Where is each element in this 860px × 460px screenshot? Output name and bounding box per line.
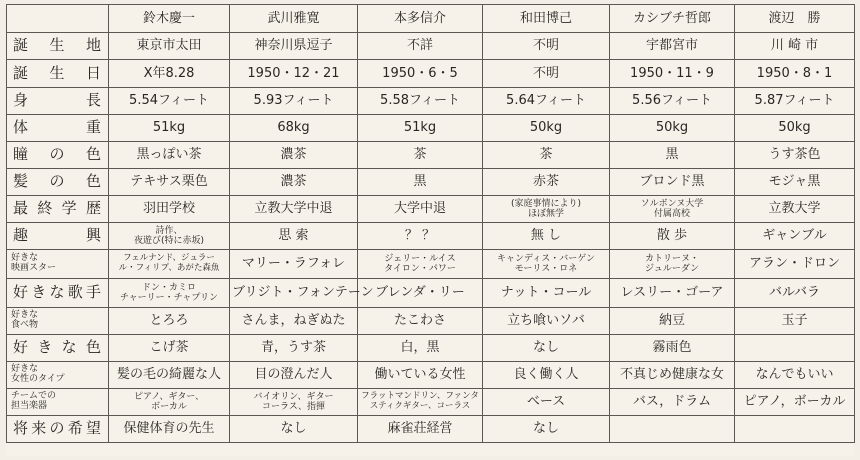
table-cell: 5.56フィート — [610, 88, 735, 115]
table-cell: 東京市太田 — [109, 33, 230, 60]
table-cell: 5.64フィート — [483, 88, 610, 115]
table-cell: 黒 — [358, 169, 483, 196]
table-cell: 大学中退 — [358, 196, 483, 223]
table-cell — [610, 196, 735, 223]
table-cell: 麻雀荘経営 — [358, 416, 483, 443]
table-cell: 赤茶 — [483, 169, 610, 196]
table-cell: 髪の毛の綺麗な人 — [109, 362, 230, 389]
cell-text: ピアノ、ギター、 ボーカル — [133, 391, 205, 412]
table-cell: とろろ — [109, 308, 230, 335]
table-cell — [735, 335, 855, 362]
table-row — [7, 33, 855, 60]
table-cell: テキサス栗色 — [109, 169, 230, 196]
member-name: 本多信介 — [358, 5, 483, 33]
table-row — [7, 115, 855, 142]
row-label: 誕生日 — [7, 60, 109, 88]
row-label: 瞳の色 — [7, 142, 109, 169]
table-cell: 保健体育の先生 — [109, 416, 230, 443]
table-cell: バルバラ — [735, 279, 855, 308]
table-cell: X年8.28 — [109, 60, 230, 88]
table-cell: アラン・ドロン — [735, 250, 855, 279]
table-cell: ベース — [483, 389, 610, 416]
table-cell: 5.58フィート — [358, 88, 483, 115]
cell-text: ジェリー・ルイス タイロン・パワー — [384, 253, 456, 274]
table-row — [7, 169, 855, 196]
cell-text: 詩作、 夜遊び(特に赤坂) — [133, 225, 205, 246]
table-cell — [230, 389, 358, 416]
table-cell: 立教大学 — [735, 196, 855, 223]
table-cell — [483, 250, 610, 279]
table-cell: 50kg — [483, 115, 610, 142]
row-label: 身長 — [7, 88, 109, 115]
table-cell: 思 索 — [230, 223, 358, 250]
table-cell: 目の澄んだ人 — [230, 362, 358, 389]
table-row — [7, 142, 855, 169]
table-cell: 1950・11・9 — [610, 60, 735, 88]
table-cell: 白，黒 — [358, 335, 483, 362]
table-cell: 5.54フィート — [109, 88, 230, 115]
table-row — [7, 250, 855, 279]
table-cell: バス，ドラム — [610, 389, 735, 416]
table-cell: なんでもいい — [735, 362, 855, 389]
table-cell: 5.87フィート — [735, 88, 855, 115]
member-name: 和田博己 — [483, 5, 610, 33]
member-name: 鈴木慶一 — [109, 5, 230, 33]
table-cell: ？ ？ — [358, 223, 483, 250]
profile-sheet — [6, 4, 854, 456]
row-label: 好きな 映画スター — [7, 250, 109, 279]
table-cell: 1950・6・5 — [358, 60, 483, 88]
table-row — [7, 362, 855, 389]
table-cell — [109, 223, 230, 250]
table-cell: なし — [483, 335, 610, 362]
table-cell — [109, 250, 230, 279]
cell-text: フェルナンド、ジュラー ル・フィリプ、あがた森魚 — [118, 253, 220, 273]
table-cell: 茶 — [483, 142, 610, 169]
table-cell — [483, 196, 610, 223]
table-cell — [735, 416, 855, 443]
table-cell: なし — [483, 416, 610, 443]
member-name: カシブチ哲郎 — [610, 5, 735, 33]
corner-cell — [7, 5, 109, 33]
row-label: 好きな歌手 — [7, 279, 109, 308]
table-cell — [109, 389, 230, 416]
cell-text: ソルボンヌ大学 付属高校 — [640, 198, 704, 219]
table-cell: 霧雨色 — [610, 335, 735, 362]
table-cell: モジャ黒 — [735, 169, 855, 196]
member-name: 渡辺 勝 — [735, 5, 855, 33]
table-cell: 川 崎 市 — [735, 33, 855, 60]
table-cell: うす茶色 — [735, 142, 855, 169]
table-cell: 良く働く人 — [483, 362, 610, 389]
table-cell: 青，うす茶 — [230, 335, 358, 362]
table-cell: 神奈川県逗子 — [230, 33, 358, 60]
table-cell: 羽田学校 — [109, 196, 230, 223]
table-row — [7, 416, 855, 443]
table-cell: 立教大学中退 — [230, 196, 358, 223]
row-label: 将来の希望 — [7, 416, 109, 443]
table-row — [7, 279, 855, 308]
table-cell: たこわさ — [358, 308, 483, 335]
table-cell: 1950・12・21 — [230, 60, 358, 88]
table-cell: ブレンダ・リー — [358, 279, 483, 308]
table-cell: 濃茶 — [230, 169, 358, 196]
table-cell — [358, 389, 483, 416]
table-cell: 68kg — [230, 115, 358, 142]
table-cell: 濃茶 — [230, 142, 358, 169]
row-label: 趣興 — [7, 223, 109, 250]
table-cell: 茶 — [358, 142, 483, 169]
table-cell: 不詳 — [358, 33, 483, 60]
row-label: 好きな 女性のタイプ — [7, 362, 109, 389]
table-cell: 無 し — [483, 223, 610, 250]
table-cell: 玉子 — [735, 308, 855, 335]
table-cell: 黒 — [610, 142, 735, 169]
table-cell: 不明 — [483, 60, 610, 88]
table-row — [7, 335, 855, 362]
table-cell: 不真じめ健康な女 — [610, 362, 735, 389]
cell-text: カトリーヌ・ ジュルーダン — [644, 253, 699, 274]
table-cell: 働いている女性 — [358, 362, 483, 389]
cell-text: ドン・カミロ チャーリー・チャプリン — [119, 282, 219, 303]
table-cell: 50kg — [735, 115, 855, 142]
table-cell: ナット・コール — [483, 279, 610, 308]
table-row — [7, 88, 855, 115]
table-cell: 1950・8・1 — [735, 60, 855, 88]
row-label: 体重 — [7, 115, 109, 142]
table-cell: 5.93フィート — [230, 88, 358, 115]
cell-text: フラットマンドリン、ファンタ スティクギター、コーラス — [361, 391, 479, 411]
table-cell: 50kg — [610, 115, 735, 142]
row-label: 好きな 食べ物 — [7, 308, 109, 335]
header-row — [7, 5, 855, 33]
table-cell — [610, 250, 735, 279]
table-row — [7, 308, 855, 335]
table-cell: ギャンブル — [735, 223, 855, 250]
table-cell: ピアノ，ボーカル — [735, 389, 855, 416]
table-cell: さんま，ねぎぬた — [230, 308, 358, 335]
table-cell: 散 歩 — [610, 223, 735, 250]
cell-text: キャンディス・バーゲン モーリス・ロネ — [496, 253, 596, 274]
table-cell: 51kg — [358, 115, 483, 142]
table-cell: 立ち喰いソバ — [483, 308, 610, 335]
table-cell: なし — [230, 416, 358, 443]
table-cell: 51kg — [109, 115, 230, 142]
table-cell: 納豆 — [610, 308, 735, 335]
row-label: チームでの 担当楽器 — [7, 389, 109, 416]
member-name: 武川雅寛 — [230, 5, 358, 33]
table-cell: ブリジト・フォンテーン — [230, 279, 358, 308]
table-cell: 宇都宮市 — [610, 33, 735, 60]
table-cell: レスリー・ゴーア — [610, 279, 735, 308]
row-label: 最終学歴 — [7, 196, 109, 223]
table-row — [7, 389, 855, 416]
table-row — [7, 60, 855, 88]
table-row — [7, 196, 855, 223]
table-cell: マリー・ラフォレ — [230, 250, 358, 279]
cell-text: (家庭事情により) ほぼ無学 — [510, 198, 582, 219]
member-profile-table — [6, 4, 855, 443]
table-cell: 黒っぽい茶 — [109, 142, 230, 169]
row-label: 誕生地 — [7, 33, 109, 60]
table-cell: 不明 — [483, 33, 610, 60]
table-cell — [109, 279, 230, 308]
table-cell: こげ茶 — [109, 335, 230, 362]
table-cell — [610, 416, 735, 443]
table-row — [7, 223, 855, 250]
row-label: 好きな色 — [7, 335, 109, 362]
table-cell: ブロンド黒 — [610, 169, 735, 196]
cell-text: バイオリン、ギター コーラス、指揮 — [253, 391, 334, 412]
table-cell — [358, 250, 483, 279]
row-label: 髪の色 — [7, 169, 109, 196]
